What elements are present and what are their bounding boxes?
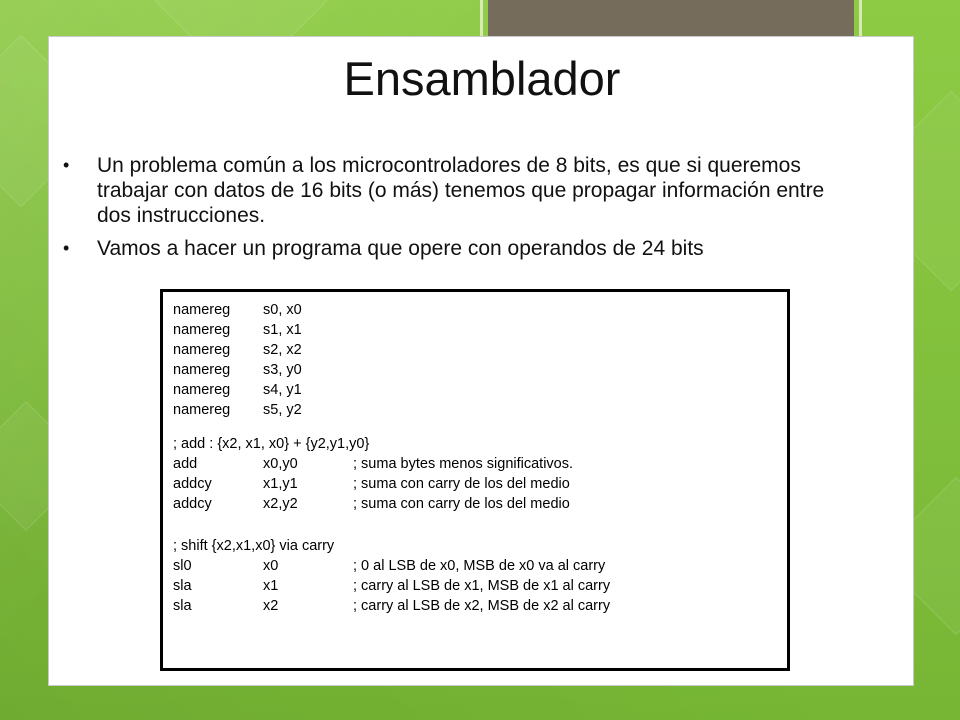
bullet-text: Un problema común a los microcontroladores de 8 bits, es que si queremos trabajar con datos de 16 bits (o más) tenemos que propagar información entre dos instrucciones. — [97, 154, 825, 227]
code-line — [173, 596, 777, 616]
code-comment: ; 0 al LSB de x0, MSB de x0 va al carry — [353, 558, 606, 574]
code-args: x0 — [263, 558, 279, 574]
code-op: namereg — [173, 302, 231, 318]
code-op: sla — [173, 598, 192, 614]
code-comment-line — [173, 536, 777, 556]
code-blank-line — [173, 420, 777, 434]
code-op: addcy — [173, 476, 212, 492]
bullet-item — [63, 236, 863, 261]
code-comment: ; shift {x2,x1,x0} via carry — [173, 538, 335, 554]
slide-content — [48, 36, 914, 686]
code-args: s4, y1 — [263, 382, 302, 398]
code-args: x2,y2 — [263, 496, 298, 512]
code-line — [173, 474, 777, 494]
code-args: x2 — [263, 598, 279, 614]
code-args: x1,y1 — [263, 476, 298, 492]
code-args: s3, y0 — [263, 362, 302, 378]
code-line — [173, 576, 777, 596]
code-op: add — [173, 456, 198, 472]
bullet-list — [63, 153, 863, 269]
code-args: s5, y2 — [263, 402, 302, 418]
code-op: namereg — [173, 382, 231, 398]
code-line — [173, 320, 777, 340]
code-comment: ; carry al LSB de x2, MSB de x2 al carry — [353, 598, 611, 614]
code-op: namereg — [173, 362, 231, 378]
code-line — [173, 494, 777, 514]
code-blank-line — [173, 528, 777, 536]
code-blank-line — [173, 514, 777, 528]
bullet-icon: • — [63, 155, 70, 175]
bullet-item — [63, 153, 863, 228]
code-line — [173, 400, 777, 420]
code-args: x1 — [263, 578, 279, 594]
code-comment: ; carry al LSB de x1, MSB de x1 al carry — [353, 578, 611, 594]
code-line — [173, 380, 777, 400]
code-op: namereg — [173, 342, 231, 358]
code-line — [173, 556, 777, 576]
bullet-icon: • — [63, 238, 70, 258]
code-args: s1, x1 — [263, 322, 302, 338]
code-op: sla — [173, 578, 192, 594]
code-op: sl0 — [173, 558, 192, 574]
code-args: s0, x0 — [263, 302, 302, 318]
code-comment: ; suma con carry de los del medio — [353, 476, 570, 492]
code-comment: ; suma bytes menos significativos. — [353, 456, 574, 472]
code-args: s2, x2 — [263, 342, 302, 358]
slide-title: Ensamblador — [343, 52, 621, 105]
code-comment-line — [173, 434, 777, 454]
code-comment: ; add : {x2, x1, x0} + {y2,y1,y0} — [173, 436, 370, 452]
code-op: addcy — [173, 496, 212, 512]
code-line — [173, 360, 777, 380]
code-line — [173, 340, 777, 360]
code-op: namereg — [173, 402, 231, 418]
code-op: namereg — [173, 322, 231, 338]
code-args: x0,y0 — [263, 456, 298, 472]
code-comment: ; suma con carry de los del medio — [353, 496, 570, 512]
code-line — [173, 300, 777, 320]
code-line — [173, 454, 777, 474]
code-listing — [160, 289, 790, 671]
bullet-text: Vamos a hacer un programa que opere con operandos de 24 bits — [97, 237, 704, 260]
